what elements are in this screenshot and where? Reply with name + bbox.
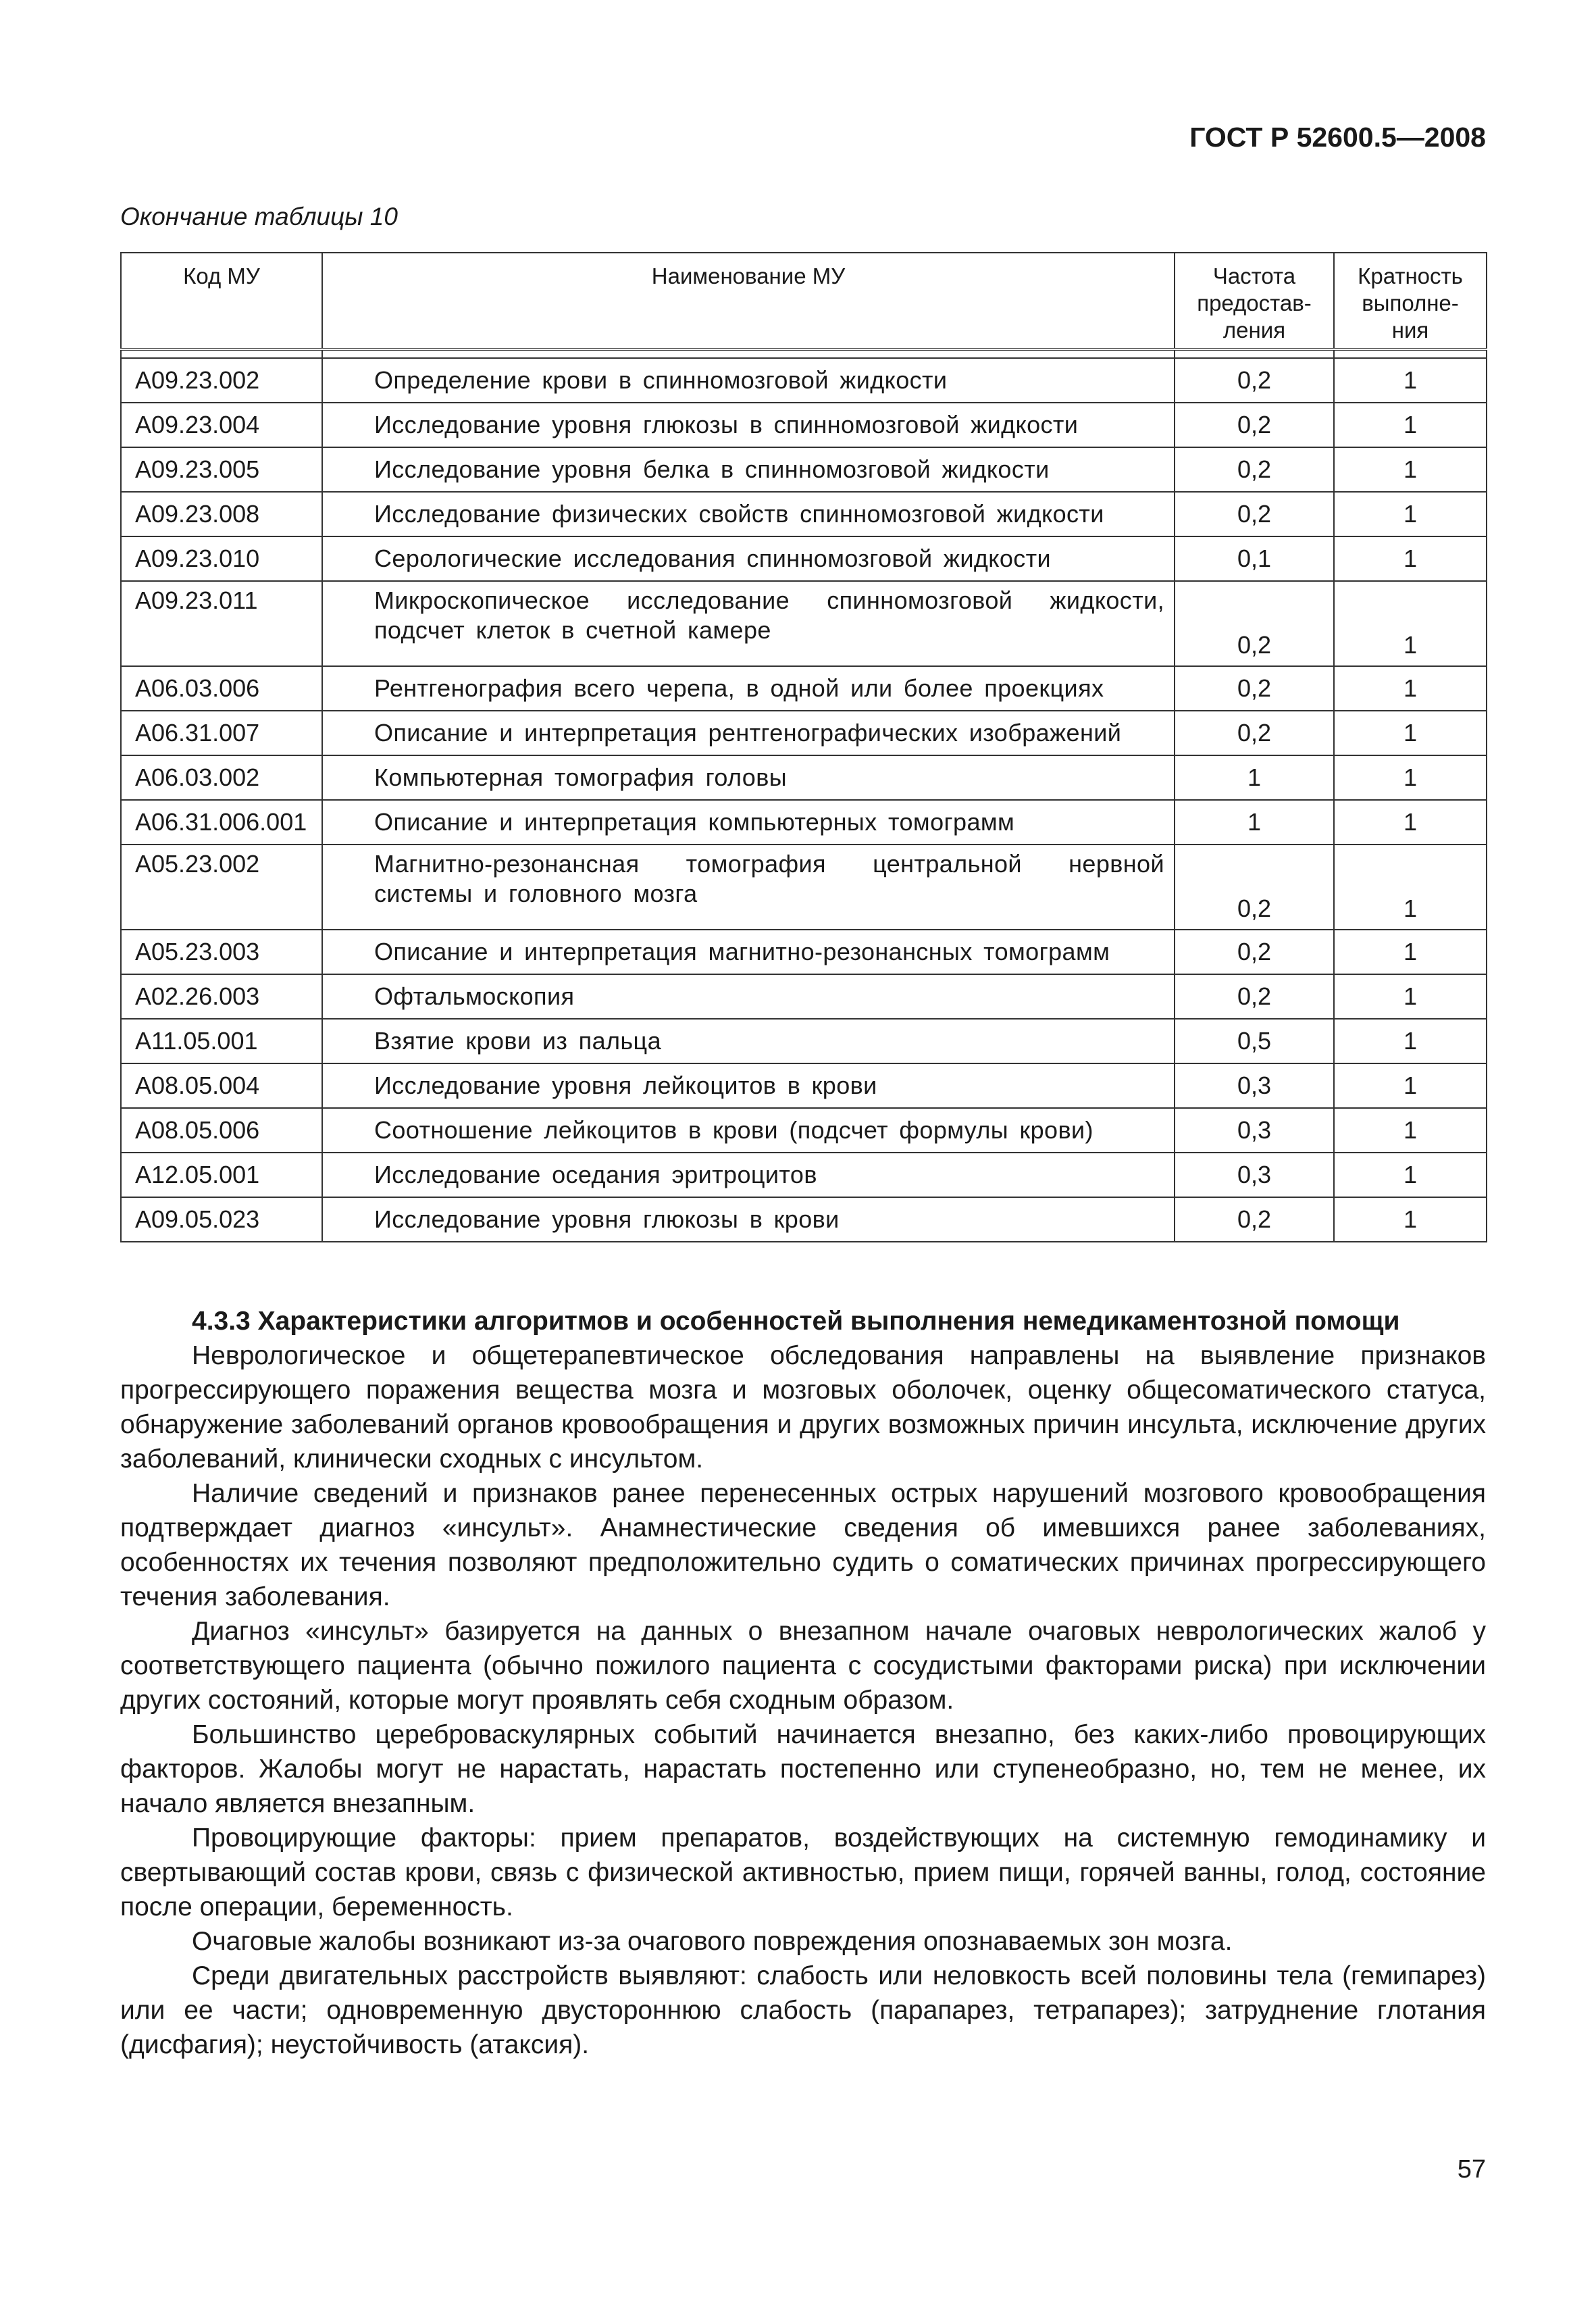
cell-multiplicity: 1: [1334, 447, 1487, 492]
table-row: [121, 974, 1487, 1019]
section-body: [120, 1304, 1486, 2062]
services-table: [120, 252, 1487, 1242]
cell-frequency: 0,2: [1175, 974, 1334, 1019]
table-row: [121, 800, 1487, 845]
cell-multiplicity: 1: [1334, 1063, 1487, 1108]
cell-multiplicity: 1: [1334, 666, 1487, 711]
cell-multiplicity: 1: [1334, 536, 1487, 581]
cell-multiplicity: 1: [1334, 974, 1487, 1019]
section-title: 4.3.3 Характеристики алгоритмов и особенностей выполнения немедикаментозной помощи: [192, 1307, 1400, 1336]
cell-code: A06.31.006.001: [121, 800, 322, 845]
page-number: 57: [1457, 2155, 1486, 2184]
column-header-multiplicity: Кратность выполне- ния: [1334, 253, 1487, 349]
table-row: [121, 930, 1487, 974]
cell-name: Взятие крови из пальца: [322, 1019, 1175, 1063]
cell-frequency: 1: [1175, 800, 1334, 845]
cell-frequency: 0,5: [1175, 1019, 1334, 1063]
cell-name: Исследование уровня глюкозы в крови: [322, 1197, 1175, 1242]
document-header: ГОСТ Р 52600.5—2008: [1189, 122, 1486, 153]
cell-code: A09.23.004: [121, 403, 322, 447]
table-header-row: [121, 253, 1487, 349]
cell-multiplicity: 1: [1334, 800, 1487, 845]
cell-frequency: 0,2: [1175, 666, 1334, 711]
cell-name: Описание и интерпретация магнитно-резонансных томограмм: [322, 930, 1175, 974]
cell-multiplicity: 1: [1334, 403, 1487, 447]
table-row: [121, 1063, 1487, 1108]
cell-multiplicity: 1: [1334, 930, 1487, 974]
body-paragraph: Среди двигательных расстройств выявляют: слабость или неловкость всей половины тела (гемипарез) или ее части; одновременную двустороннюю слабость (парапарез, тетрапарез); затруднение глотания (дисфагия); неустойчивость (атаксия).: [120, 1961, 1486, 2059]
cell-code: A02.26.003: [121, 974, 322, 1019]
cell-name: Определение крови в спинномозговой жидкости: [322, 358, 1175, 403]
table-row: [121, 403, 1487, 447]
cell-name: Описание и интерпретация компьютерных томограмм: [322, 800, 1175, 845]
cell-code: A08.05.004: [121, 1063, 322, 1108]
cell-multiplicity: 1: [1334, 358, 1487, 403]
table-body: [121, 349, 1487, 1242]
table-row: [121, 581, 1487, 666]
body-paragraph: Наличие сведений и признаков ранее перенесенных острых нарушений мозгового кровообращения подтверждает диагноз «инсульт». Анамнестические сведения об имевшихся ранее заболеваниях, особенностях их течения позволяют предположительно судить о соматических причинах прогрессирующего течения заболевания.: [120, 1479, 1486, 1611]
table-row: [121, 1019, 1487, 1063]
cell-frequency: 0,1: [1175, 536, 1334, 581]
table-caption: Окончание таблицы 10: [120, 203, 398, 230]
section-paragraphs: [120, 1338, 1486, 2062]
cell-name: Исследование уровня глюкозы в спинномозговой жидкости: [322, 403, 1175, 447]
cell-frequency: 0,2: [1175, 845, 1334, 930]
cell-frequency: 0,2: [1175, 447, 1334, 492]
table-row: [121, 447, 1487, 492]
cell-code: A09.23.002: [121, 358, 322, 403]
cell-code: A09.23.010: [121, 536, 322, 581]
cell-code: A05.23.002: [121, 845, 322, 930]
table-row: [121, 1153, 1487, 1197]
cell-name: Исследование оседания эритроцитов: [322, 1153, 1175, 1197]
body-paragraph: Неврологическое и общетерапевтическое обследования направлены на выявление признаков прогрессирующего поражения вещества мозга и мозговых оболочек, оценку общесоматического статуса, обнаружение заболеваний органов кровообращения и других возможных причин инсульта, исключение других заболеваний, клинически сходных с инсультом.: [120, 1341, 1486, 1474]
cell-code: A06.31.007: [121, 711, 322, 755]
cell-frequency: 1: [1175, 755, 1334, 800]
cell-name: Компьютерная томография головы: [322, 755, 1175, 800]
cell-code: A09.05.023: [121, 1197, 322, 1242]
cell-code: A12.05.001: [121, 1153, 322, 1197]
table-row: [121, 492, 1487, 536]
cell-frequency: 0,2: [1175, 358, 1334, 403]
cell-frequency: 0,2: [1175, 492, 1334, 536]
cell-code: A06.03.006: [121, 666, 322, 711]
cell-name: Описание и интерпретация рентгенографических изображений: [322, 711, 1175, 755]
table-row: [121, 666, 1487, 711]
body-paragraph: Большинство цереброваскулярных событий начинается внезапно, без каких-либо провоцирующих факторов. Жалобы могут не нарастать, нарастать постепенно или ступенеобразно, но, тем не менее, их начало является внезапным.: [120, 1720, 1486, 1818]
table-row: [121, 845, 1487, 930]
cell-multiplicity: 1: [1334, 711, 1487, 755]
cell-multiplicity: 1: [1334, 1019, 1487, 1063]
cell-code: A05.23.003: [121, 930, 322, 974]
cell-name: Исследование уровня лейкоцитов в крови: [322, 1063, 1175, 1108]
cell-code: A06.03.002: [121, 755, 322, 800]
cell-name: Исследование физических свойств спинномозговой жидкости: [322, 492, 1175, 536]
body-paragraph: Очаговые жалобы возникают из-за очагового повреждения опознаваемых зон мозга.: [192, 1927, 1233, 1956]
cell-multiplicity: 1: [1334, 492, 1487, 536]
cell-frequency: 0,2: [1175, 581, 1334, 666]
cell-multiplicity: 1: [1334, 581, 1487, 666]
cell-frequency: 0,3: [1175, 1063, 1334, 1108]
cell-code: A09.23.005: [121, 447, 322, 492]
body-paragraph: Диагноз «инсульт» базируется на данных о внезапном начале очаговых неврологических жалоб у соответствующего пациента (обычно пожилого пациента с сосудистыми факторами риска) при исключении других состояний, которые могут проявлять себя сходным образом.: [120, 1617, 1486, 1715]
cell-frequency: 0,2: [1175, 711, 1334, 755]
table-row: [121, 711, 1487, 755]
table-row: [121, 1108, 1487, 1153]
cell-frequency: 0,2: [1175, 930, 1334, 974]
cell-code: A09.23.008: [121, 492, 322, 536]
cell-multiplicity: 1: [1334, 1153, 1487, 1197]
cell-multiplicity: 1: [1334, 845, 1487, 930]
column-header-name: Наименование МУ: [322, 253, 1175, 349]
cell-name: Микроскопическое исследование спинномозговой жидкости, подсчет клеток в счетной камере: [322, 581, 1175, 666]
table-row: [121, 536, 1487, 581]
cell-frequency: 0,3: [1175, 1108, 1334, 1153]
cell-multiplicity: 1: [1334, 755, 1487, 800]
cell-code: A11.05.001: [121, 1019, 322, 1063]
cell-multiplicity: 1: [1334, 1108, 1487, 1153]
cell-name: Магнитно-резонансная томография центральной нервной системы и головного мозга: [322, 845, 1175, 930]
column-header-code: Код МУ: [121, 253, 322, 349]
cell-name: Соотношение лейкоцитов в крови (подсчет формулы крови): [322, 1108, 1175, 1153]
table-row: [121, 358, 1487, 403]
cell-frequency: 0,3: [1175, 1153, 1334, 1197]
table-row: [121, 1197, 1487, 1242]
cell-name: Исследование уровня белка в спинномозговой жидкости: [322, 447, 1175, 492]
table-row: [121, 755, 1487, 800]
cell-name: Рентгенография всего черепа, в одной или более проекциях: [322, 666, 1175, 711]
cell-name: Офтальмоскопия: [322, 974, 1175, 1019]
header-separator: [121, 349, 1487, 358]
cell-code: A09.23.011: [121, 581, 322, 666]
cell-code: A08.05.006: [121, 1108, 322, 1153]
cell-multiplicity: 1: [1334, 1197, 1487, 1242]
column-header-frequency: Частота предостав- ления: [1175, 253, 1334, 349]
cell-frequency: 0,2: [1175, 403, 1334, 447]
cell-frequency: 0,2: [1175, 1197, 1334, 1242]
body-paragraph: Провоцирующие факторы: прием препаратов, воздействующих на системную гемодинамику и свертывающий состав крови, связь с физической активностью, прием пищи, горячей ванны, голод, состояние после операции, беременность.: [120, 1823, 1486, 1921]
cell-name: Серологические исследования спинномозговой жидкости: [322, 536, 1175, 581]
